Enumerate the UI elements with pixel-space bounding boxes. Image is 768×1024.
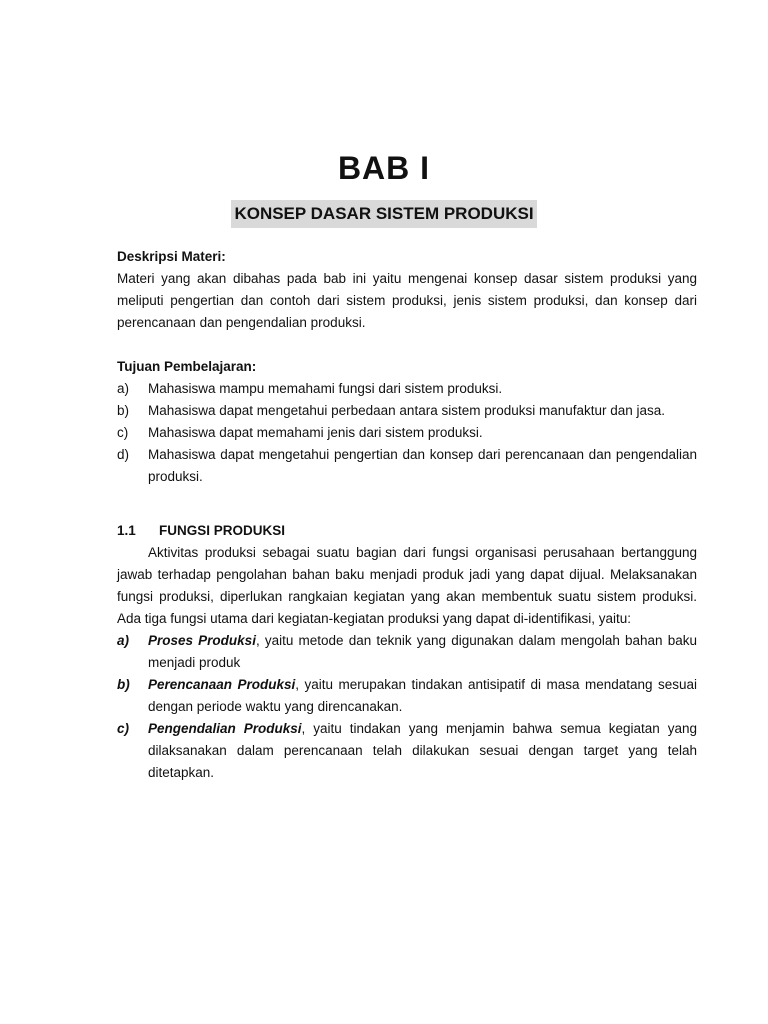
list-item-text: Mahasiswa dapat mengetahui pengertian dan konsep dari perencanaan dan pengendalian produksi. bbox=[148, 447, 697, 484]
list-item-text: Mahasiswa dapat mengetahui perbedaan antara sistem produksi manufaktur dan jasa. bbox=[148, 403, 666, 418]
list-item-text bbox=[148, 674, 697, 718]
list-item bbox=[117, 674, 697, 718]
list-marker: c) bbox=[117, 721, 130, 736]
deskripsi-heading: Deskripsi Materi: bbox=[117, 249, 226, 264]
list-item bbox=[117, 378, 697, 400]
list-marker: a) bbox=[117, 633, 130, 648]
list-item-text bbox=[148, 630, 697, 674]
list-item-term: Proses Produksi bbox=[148, 633, 256, 648]
chapter-subtitle-wrap bbox=[0, 200, 768, 228]
list-marker: c) bbox=[117, 425, 129, 440]
chapter-subtitle: KONSEP DASAR SISTEM PRODUKSI bbox=[231, 200, 536, 228]
chapter-title: BAB I bbox=[337, 150, 431, 186]
list-item-term: Perencanaan Produksi bbox=[148, 677, 296, 692]
section-heading bbox=[117, 520, 697, 542]
document-body bbox=[117, 246, 697, 784]
list-item bbox=[117, 630, 697, 674]
list-item bbox=[117, 718, 697, 784]
list-marker: a) bbox=[117, 381, 130, 396]
list-item bbox=[117, 422, 697, 444]
list-item-description: , yaitu merupakan tindakan antisipatif di masa mendatang sesuai dengan periode waktu yang direncanakan. bbox=[148, 677, 697, 714]
list-item bbox=[117, 444, 697, 488]
list-item-text bbox=[148, 718, 697, 784]
list-item-term: Pengendalian Produksi bbox=[148, 721, 302, 736]
list-item bbox=[117, 400, 697, 422]
section-paragraph: Aktivitas produksi sebagai suatu bagian dari fungsi organisasi perusahaan bertanggung jawab terhadap pengolahan bahan baku menjadi produk jadi yang dapat dijual. Melaksanakan fungsi produksi, diperlukan rangkaian kegiatan yang akan membentuk suatu sistem produksi. Ada tiga fungsi utama dari kegiatan-kegiatan produksi yang dapat di-identifikasi, yaitu: bbox=[117, 545, 697, 626]
list-item-text: Mahasiswa dapat memahami jenis dari sistem produksi. bbox=[148, 425, 483, 440]
deskripsi-text: Materi yang akan dibahas pada bab ini yaitu mengenai konsep dasar sistem produksi yang meliputi pengertian dan contoh dari sistem produksi, jenis sistem produksi, dan konsep dari perencanaan dan pengendalian produksi. bbox=[117, 271, 697, 330]
section-number: 1.1 bbox=[117, 523, 136, 538]
list-marker: d) bbox=[117, 447, 130, 462]
tujuan-list bbox=[117, 378, 697, 488]
list-marker: b) bbox=[117, 677, 130, 692]
list-marker: b) bbox=[117, 403, 130, 418]
list-item-description: , yaitu metode dan teknik yang digunakan dalam mengolah bahan baku menjadi produk bbox=[148, 633, 697, 670]
fungsi-list bbox=[117, 630, 697, 784]
section-title: FUNGSI PRODUKSI bbox=[159, 523, 286, 538]
list-item-description: , yaitu tindakan yang menjamin bahwa semua kegiatan yang dilaksanakan dalam perencanaan telah dilakukan sesuai dengan target yang telah ditetapkan. bbox=[148, 721, 697, 780]
tujuan-heading: Tujuan Pembelajaran: bbox=[117, 359, 257, 374]
list-item-text: Mahasiswa mampu memahami fungsi dari sistem produksi. bbox=[148, 381, 503, 396]
